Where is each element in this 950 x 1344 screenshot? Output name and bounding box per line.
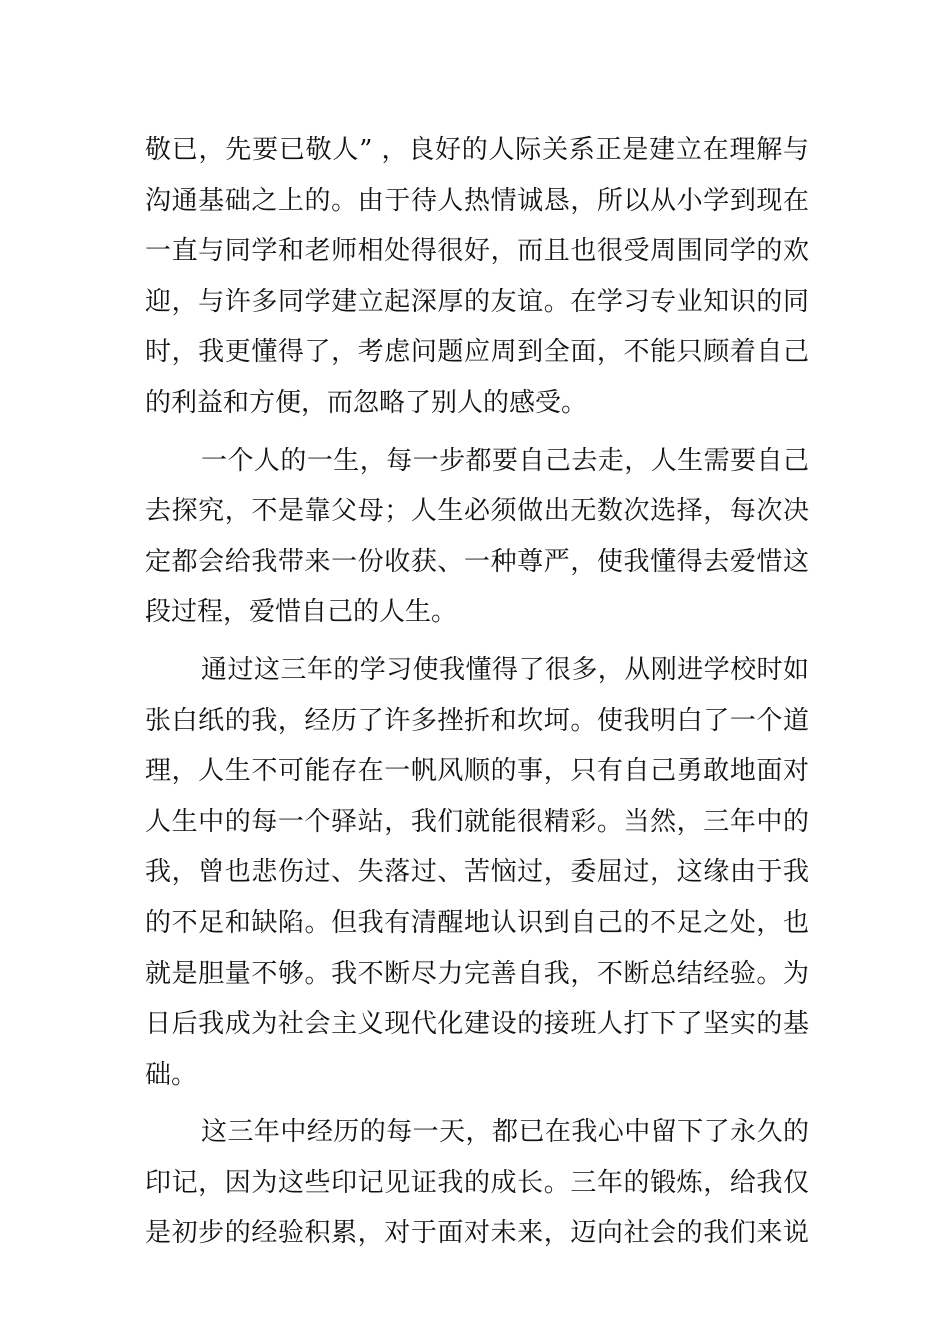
text-line: 张白纸的我，经历了许多挫折和坎坷。使我明白了一个道	[145, 705, 809, 736]
text-line: 一直与同学和老师相处得很好，而且也很受周围同学的欢	[145, 236, 809, 267]
body-text	[145, 125, 809, 1259]
paragraph	[145, 125, 809, 429]
text-line: 日后我成为社会主义现代化建设的接班人打下了坚实的基	[145, 1009, 809, 1040]
text-line: 础。	[145, 1059, 198, 1090]
paragraph	[145, 645, 809, 1100]
text-line: 敬已，先要已敬人” ，良好的人际关系正是建立在理解与	[145, 135, 809, 165]
text-line: 是初步的经验积累，对于面对未来，迈向社会的我们来说	[145, 1218, 809, 1249]
paragraph	[145, 436, 809, 638]
text-line: 通过这三年的学习使我懂得了很多，从刚进学校时如	[201, 654, 809, 685]
text-line: 印记，因为这些印记见证我的成长。三年的锻炼，给我仅	[145, 1167, 809, 1198]
text-line: 一个人的一生，每一步都要自己去走，人生需要自己	[201, 445, 809, 476]
text-line: 的利益和方便，而忽略了别人的感受。	[145, 387, 588, 418]
text-line: 就是胆量不够。我不断尽力完善自我，不断总结经验。为	[145, 958, 809, 989]
text-line: 迎，与许多同学建立起深厚的友谊。在学习专业知识的同	[145, 286, 809, 317]
text-line: 段过程，爱惜自己的人生。	[145, 597, 458, 628]
text-line: 我，曾也悲伤过、失落过、苦恼过，委屈过，这缘由于我	[145, 857, 809, 888]
text-line: 理，人生不可能存在一帆风顺的事，只有自己勇敢地面对	[145, 756, 809, 787]
text-line: 的不足和缺陷。但我有清醒地认识到自己的不足之处，也	[145, 907, 809, 938]
text-line: 去探究，不是靠父母；人生必须做出无数次选择，每次决	[145, 496, 809, 527]
text-line: 人生中的每一个驿站，我们就能很精彩。当然，三年中的	[145, 806, 809, 837]
text-line: 这三年中经历的每一天，都已在我心中留下了永久的	[201, 1117, 809, 1148]
paragraph	[145, 1107, 809, 1259]
text-line: 时，我更懂得了，考虑问题应周到全面，不能只顾着自己	[145, 337, 809, 368]
text-line: 定都会给我带来一份收获、一种尊严，使我懂得去爱惜这	[145, 546, 809, 577]
text-line: 沟通基础之上的。由于待人热情诚恳，所以从小学到现在	[145, 185, 809, 216]
